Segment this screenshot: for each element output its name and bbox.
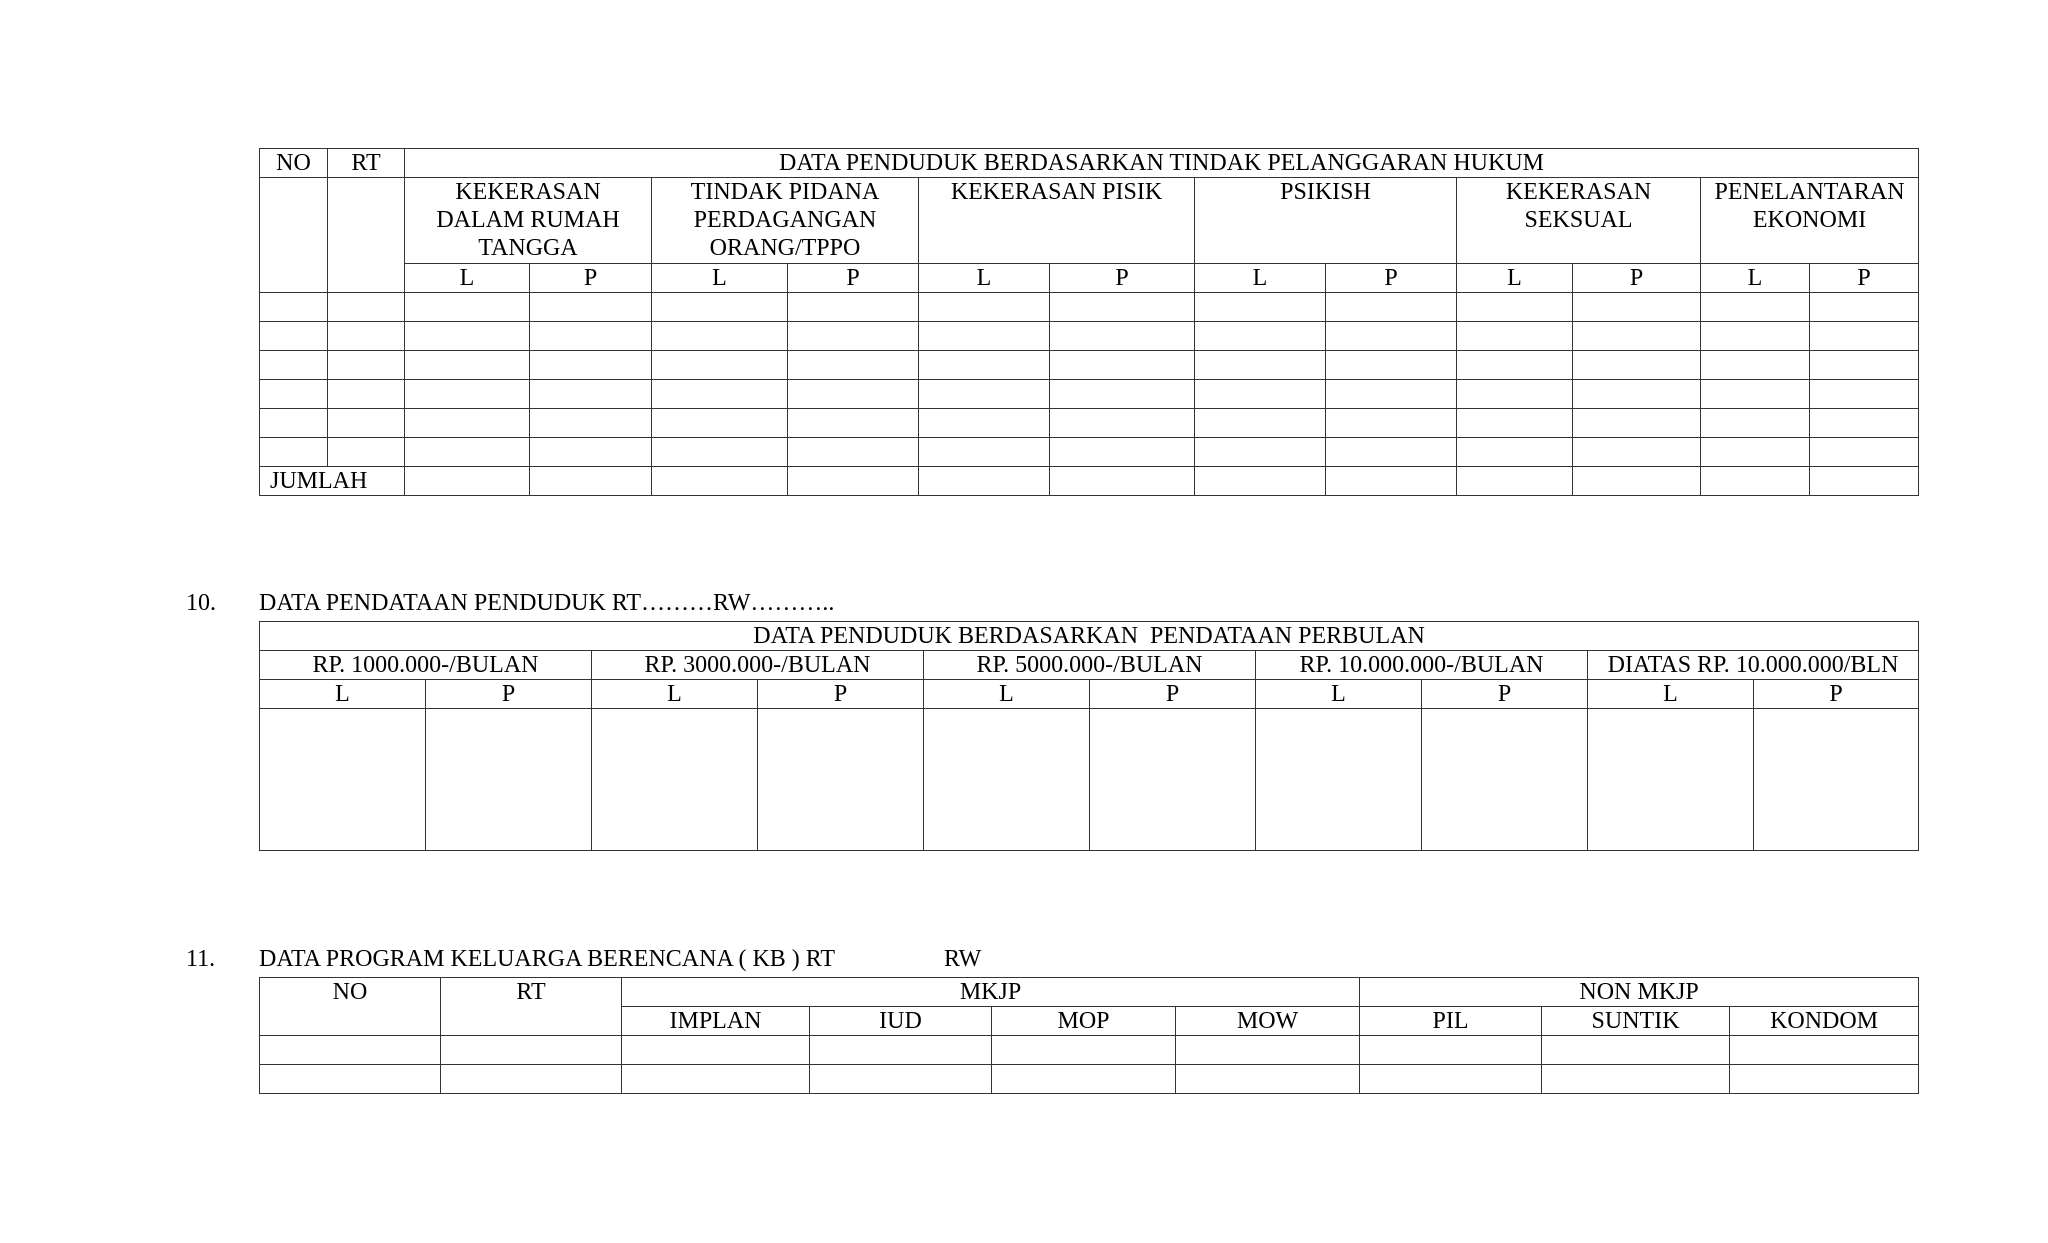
- data-cell[interactable]: [1050, 409, 1195, 438]
- data-cell[interactable]: [1326, 438, 1457, 467]
- data-cell[interactable]: [260, 1036, 441, 1065]
- data-cell[interactable]: [1195, 322, 1326, 351]
- income-group-header: RP. 10.000.000-/BULAN: [1256, 651, 1588, 680]
- data-cell[interactable]: [919, 380, 1050, 409]
- data-cell[interactable]: [652, 409, 788, 438]
- data-cell[interactable]: [1457, 351, 1573, 380]
- data-cell[interactable]: [622, 1065, 810, 1094]
- data-cell[interactable]: [405, 351, 530, 380]
- total-cell[interactable]: [919, 467, 1050, 496]
- data-cell[interactable]: [1810, 380, 1919, 409]
- data-cell[interactable]: [1360, 1065, 1542, 1094]
- male-header: L: [1256, 680, 1422, 709]
- female-header: P: [758, 680, 924, 709]
- table-title: DATA PENDUDUK BERDASARKAN PENDATAAN PERBULAN: [260, 622, 1919, 651]
- data-cell[interactable]: [426, 709, 592, 851]
- total-cell[interactable]: [1573, 467, 1701, 496]
- male-header: L: [260, 680, 426, 709]
- header-no: NO: [260, 978, 441, 1036]
- data-cell[interactable]: [1195, 293, 1326, 322]
- data-cell[interactable]: [1050, 438, 1195, 467]
- male-header: L: [1701, 264, 1810, 293]
- header-no-blank: [260, 178, 328, 293]
- data-cell[interactable]: [405, 438, 530, 467]
- data-cell[interactable]: [260, 1065, 441, 1094]
- data-cell[interactable]: [1090, 709, 1256, 851]
- data-cell[interactable]: [1457, 322, 1573, 351]
- data-cell[interactable]: [328, 409, 405, 438]
- male-header: L: [924, 680, 1090, 709]
- data-cell[interactable]: [788, 293, 919, 322]
- data-cell[interactable]: [1701, 380, 1810, 409]
- female-header: P: [1050, 264, 1195, 293]
- group-header: KEKERASAN DALAM RUMAH TANGGA: [405, 178, 652, 264]
- data-cell[interactable]: [758, 709, 924, 851]
- data-cell[interactable]: [1326, 380, 1457, 409]
- total-cell[interactable]: [1050, 467, 1195, 496]
- data-cell[interactable]: [1457, 293, 1573, 322]
- table-body: [260, 293, 1919, 467]
- data-cell[interactable]: [1701, 322, 1810, 351]
- data-cell[interactable]: [1256, 709, 1422, 851]
- data-cell[interactable]: [1176, 1036, 1360, 1065]
- male-header: L: [1457, 264, 1573, 293]
- header-no: NO: [260, 149, 328, 178]
- total-cell[interactable]: [1701, 467, 1810, 496]
- total-label: JUMLAH: [260, 467, 405, 496]
- data-cell[interactable]: [1730, 1065, 1919, 1094]
- data-cell[interactable]: [328, 351, 405, 380]
- data-cell[interactable]: [1730, 1036, 1919, 1065]
- data-cell[interactable]: [405, 409, 530, 438]
- method-header: SUNTIK: [1542, 1007, 1730, 1036]
- data-cell[interactable]: [328, 322, 405, 351]
- data-cell[interactable]: [405, 293, 530, 322]
- method-header: IMPLAN: [622, 1007, 810, 1036]
- data-cell[interactable]: [1810, 438, 1919, 467]
- data-cell[interactable]: [919, 322, 1050, 351]
- data-cell[interactable]: [1457, 409, 1573, 438]
- group-header: KEKERASAN PISIK: [919, 178, 1195, 264]
- male-header: L: [592, 680, 758, 709]
- data-cell[interactable]: [788, 322, 919, 351]
- data-cell[interactable]: [652, 438, 788, 467]
- method-header: KONDOM: [1730, 1007, 1919, 1036]
- male-header: L: [405, 264, 530, 293]
- data-cell[interactable]: [788, 351, 919, 380]
- female-header: P: [426, 680, 592, 709]
- data-cell[interactable]: [1050, 322, 1195, 351]
- data-cell[interactable]: [1573, 438, 1701, 467]
- data-cell[interactable]: [1701, 351, 1810, 380]
- data-cell[interactable]: [592, 709, 758, 851]
- data-cell[interactable]: [919, 409, 1050, 438]
- data-cell[interactable]: [622, 1036, 810, 1065]
- data-cell[interactable]: [530, 322, 652, 351]
- data-cell[interactable]: [1360, 1036, 1542, 1065]
- method-header: IUD: [810, 1007, 992, 1036]
- data-cell[interactable]: [919, 351, 1050, 380]
- data-cell[interactable]: [1457, 380, 1573, 409]
- total-cell[interactable]: [1326, 467, 1457, 496]
- section-title: DATA PROGRAM KELUARGA BERENCANA ( KB ) RT: [259, 946, 836, 972]
- data-cell[interactable]: [405, 380, 530, 409]
- data-cell[interactable]: [1457, 438, 1573, 467]
- section-number: 10.: [186, 590, 216, 616]
- female-header: P: [1810, 264, 1919, 293]
- section-rw-label: RW: [944, 946, 982, 972]
- data-cell[interactable]: [1176, 1065, 1360, 1094]
- data-cell[interactable]: [1573, 409, 1701, 438]
- data-cell[interactable]: [810, 1036, 992, 1065]
- income-group-header: RP. 1000.000-/BULAN: [260, 651, 592, 680]
- data-cell[interactable]: [530, 293, 652, 322]
- data-cell[interactable]: [1195, 409, 1326, 438]
- section-number: 11.: [186, 946, 216, 972]
- mkjp-header: MKJP: [622, 978, 1360, 1007]
- data-cell[interactable]: [328, 380, 405, 409]
- data-cell[interactable]: [1810, 351, 1919, 380]
- data-cell[interactable]: [1701, 409, 1810, 438]
- data-cell[interactable]: [919, 438, 1050, 467]
- data-cell[interactable]: [260, 409, 328, 438]
- group-header: TINDAK PIDANA PERDAGANGAN ORANG/TPPO: [652, 178, 919, 264]
- data-cell[interactable]: [1810, 409, 1919, 438]
- data-cell[interactable]: [1422, 709, 1588, 851]
- data-cell[interactable]: [924, 709, 1090, 851]
- method-header: MOW: [1176, 1007, 1360, 1036]
- data-cell[interactable]: [530, 409, 652, 438]
- income-group-header: RP. 5000.000-/BULAN: [924, 651, 1256, 680]
- data-cell[interactable]: [1050, 380, 1195, 409]
- total-cell[interactable]: [405, 467, 530, 496]
- group-header: PSIKISH: [1195, 178, 1457, 264]
- data-cell[interactable]: [441, 1036, 622, 1065]
- data-cell[interactable]: [1754, 709, 1919, 851]
- data-cell[interactable]: [1326, 409, 1457, 438]
- data-cell[interactable]: [652, 351, 788, 380]
- data-cell[interactable]: [260, 380, 328, 409]
- header-rt: RT: [328, 149, 405, 178]
- data-cell[interactable]: [1810, 293, 1919, 322]
- female-header: P: [1754, 680, 1919, 709]
- method-header: MOP: [992, 1007, 1176, 1036]
- female-header: P: [1326, 264, 1457, 293]
- female-header: P: [788, 264, 919, 293]
- male-header: L: [652, 264, 788, 293]
- data-cell[interactable]: [1588, 709, 1754, 851]
- data-cell[interactable]: [652, 322, 788, 351]
- data-cell[interactable]: [405, 322, 530, 351]
- data-cell[interactable]: [1573, 322, 1701, 351]
- male-header: L: [1195, 264, 1326, 293]
- data-cell[interactable]: [1050, 351, 1195, 380]
- data-cell[interactable]: [441, 1065, 622, 1094]
- data-cell[interactable]: [328, 293, 405, 322]
- data-cell[interactable]: [919, 293, 1050, 322]
- data-cell[interactable]: [1326, 351, 1457, 380]
- data-cell[interactable]: [1701, 293, 1810, 322]
- data-cell[interactable]: [1542, 1036, 1730, 1065]
- male-header: L: [1588, 680, 1754, 709]
- data-cell[interactable]: [652, 380, 788, 409]
- income-group-header: DIATAS RP. 10.000.000/BLN: [1588, 651, 1919, 680]
- data-cell[interactable]: [788, 380, 919, 409]
- data-cell[interactable]: [788, 438, 919, 467]
- data-cell[interactable]: [260, 709, 426, 851]
- data-cell[interactable]: [260, 351, 328, 380]
- data-cell[interactable]: [1195, 438, 1326, 467]
- total-cell[interactable]: [1810, 467, 1919, 496]
- header-rt: RT: [441, 978, 622, 1036]
- group-header: KEKERASAN SEKSUAL: [1457, 178, 1701, 264]
- data-cell[interactable]: [530, 351, 652, 380]
- total-cell[interactable]: [788, 467, 919, 496]
- family-planning-table: [259, 977, 1919, 1094]
- data-cell[interactable]: [1542, 1065, 1730, 1094]
- total-cell[interactable]: [530, 467, 652, 496]
- female-header: P: [1422, 680, 1588, 709]
- group-header: PENELANTARAN EKONOMI: [1701, 178, 1919, 264]
- data-cell[interactable]: [992, 1065, 1176, 1094]
- data-cell[interactable]: [1326, 293, 1457, 322]
- female-header: P: [530, 264, 652, 293]
- total-cell[interactable]: [652, 467, 788, 496]
- data-cell[interactable]: [1050, 293, 1195, 322]
- data-cell[interactable]: [260, 322, 328, 351]
- method-header: PIL: [1360, 1007, 1542, 1036]
- female-header: P: [1090, 680, 1256, 709]
- monthly-income-table: [259, 621, 1919, 851]
- data-cell[interactable]: [652, 293, 788, 322]
- section-title: DATA PENDATAAN PENDUDUK RT………RW………..: [259, 590, 835, 616]
- data-cell[interactable]: [1573, 351, 1701, 380]
- total-cell[interactable]: [1195, 467, 1326, 496]
- data-cell[interactable]: [1810, 322, 1919, 351]
- data-cell[interactable]: [1573, 293, 1701, 322]
- header-rt-blank: [328, 178, 405, 293]
- data-cell[interactable]: [1195, 351, 1326, 380]
- income-group-header: RP. 3000.000-/BULAN: [592, 651, 924, 680]
- data-cell[interactable]: [530, 438, 652, 467]
- data-cell[interactable]: [328, 438, 405, 467]
- non-mkjp-header: NON MKJP: [1360, 978, 1919, 1007]
- data-cell[interactable]: [1701, 438, 1810, 467]
- data-cell[interactable]: [260, 438, 328, 467]
- data-cell[interactable]: [810, 1065, 992, 1094]
- data-cell[interactable]: [1573, 380, 1701, 409]
- table-title: DATA PENDUDUK BERDASARKAN TINDAK PELANGGARAN HUKUM: [405, 149, 1919, 178]
- total-cell[interactable]: [1457, 467, 1573, 496]
- male-header: L: [919, 264, 1050, 293]
- data-cell[interactable]: [788, 409, 919, 438]
- data-cell[interactable]: [1195, 380, 1326, 409]
- data-cell[interactable]: [1326, 322, 1457, 351]
- data-cell[interactable]: [530, 380, 652, 409]
- data-cell[interactable]: [992, 1036, 1176, 1065]
- legal-violation-table: [259, 148, 1919, 496]
- female-header: P: [1573, 264, 1701, 293]
- data-cell[interactable]: [260, 293, 328, 322]
